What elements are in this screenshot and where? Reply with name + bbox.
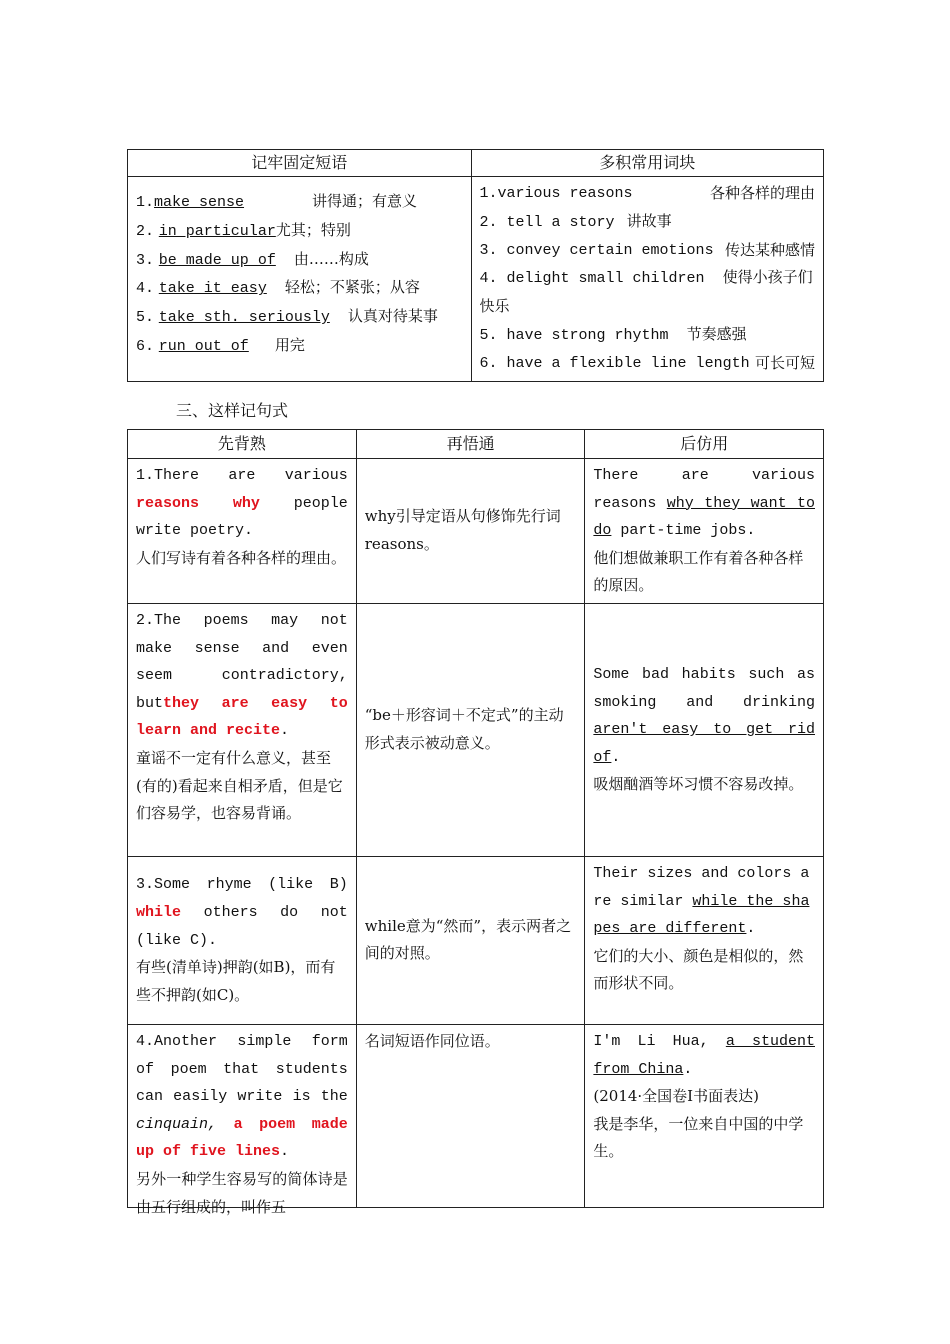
phrase-text: take it easy bbox=[158, 280, 267, 298]
grammar-note: why引导定语从句修饰先行词reasons。 bbox=[364, 507, 561, 553]
phrase-meaning: 尤其；特别 bbox=[275, 220, 351, 239]
phrase-meaning: 轻松；不紧张；从容 bbox=[284, 278, 420, 297]
chunk-item: 1.various reasons 各种各样的理由 bbox=[480, 180, 816, 208]
imitation-sentence: Some bad habits such as smoking and drinking aren't easy to get rid of. bbox=[593, 665, 815, 766]
imitation-cell bbox=[585, 1024, 824, 1207]
grammar-note-cell bbox=[356, 603, 585, 856]
phrase-item: 6. run out of 用完 bbox=[136, 335, 305, 355]
key-structure: reasons why bbox=[136, 494, 260, 512]
fixed-phrases-cell bbox=[128, 177, 472, 382]
exam-source: (2014·全国卷Ⅰ书面表达) bbox=[593, 1087, 759, 1106]
chunk-meaning: 可长可短 bbox=[754, 353, 815, 372]
table-row bbox=[128, 856, 824, 1024]
phrase-meaning: 由……构成 bbox=[293, 249, 369, 268]
example-sentence: 3.Some rhyme (like B) while others do not (like C). bbox=[136, 876, 348, 949]
chunk-meaning: 各种各样的理由 bbox=[709, 184, 815, 202]
phrase-item: 2. in particular尤其；特别 bbox=[136, 220, 351, 240]
sentence-cell bbox=[128, 856, 357, 1024]
imitation-answer: aren't easy to get rid of bbox=[593, 721, 815, 766]
imitation-answer: while the shapes are different bbox=[593, 892, 810, 938]
phrase-item: 4. take it easy 轻松；不紧张；从容 bbox=[136, 278, 420, 298]
phrase-meaning: 用完 bbox=[274, 335, 305, 354]
sentence-translation: 有些(清单诗)押韵(如B)，而有些不押韵(如C)。 bbox=[136, 958, 336, 1004]
chunk-header: 多积常用词块 bbox=[471, 150, 824, 177]
chunk-text: have a flexible line length bbox=[506, 354, 750, 372]
key-structure: while bbox=[136, 904, 182, 922]
phrase-meaning: 认真对待某事 bbox=[347, 307, 438, 326]
key-structure: they are easy to learn and recite bbox=[136, 694, 348, 740]
imitation-cell bbox=[585, 856, 824, 1024]
sentence-cell bbox=[128, 459, 357, 604]
sentence-table bbox=[127, 429, 824, 1216]
chunk-item: 2. tell a story 讲故事 bbox=[479, 211, 672, 231]
chunk-text: tell a story bbox=[506, 213, 615, 231]
phrase-item: 5. take sth. seriously 认真对待某事 bbox=[136, 307, 438, 327]
grammar-note: “be＋形容词＋不定式”的主动形式表示被动意义。 bbox=[364, 706, 564, 752]
grammar-note-cell bbox=[356, 1024, 585, 1207]
phrase-text: be made up of bbox=[158, 251, 276, 269]
imitation-sentence: I'm Li Hua, a student from China. bbox=[593, 1032, 815, 1078]
table-row bbox=[128, 459, 824, 604]
imitation-translation: 吸烟酗酒等坏习惯不容易改掉。 bbox=[593, 775, 804, 794]
example-sentence: 1.There are various reasons why people write poetry. bbox=[136, 467, 348, 540]
imitation-sentence: There are various reasons why they want to do part-time jobs. bbox=[593, 467, 815, 540]
chunk-item: 3. convey certain emotions 传达某种感情 bbox=[480, 237, 816, 265]
phrase-text: take sth. seriously bbox=[158, 309, 330, 327]
phrase-meaning: 讲得通；有意义 bbox=[312, 192, 418, 210]
chunk-text: delight small children bbox=[506, 270, 705, 288]
chunk-text: have strong rhythm bbox=[506, 326, 669, 344]
sentence-cell bbox=[128, 603, 357, 856]
chunk-item: 4. delight small children 使得小孩子们快乐 bbox=[479, 268, 813, 316]
chunk-meaning: 使得小孩子们快乐 bbox=[479, 268, 813, 316]
header-understand: 再悟通 bbox=[356, 430, 585, 459]
sentence-cell bbox=[128, 1024, 357, 1216]
imitation-cell bbox=[585, 603, 824, 856]
table-row bbox=[128, 1024, 824, 1207]
phrase-text: run out of bbox=[158, 337, 249, 355]
phrase-text: make sense bbox=[154, 194, 245, 211]
example-sentence: 2.The poems may not make sense and even seem contradictory, butthey are easy to learn and recite. bbox=[136, 611, 348, 740]
term-cinquain: cinquain, bbox=[136, 1115, 218, 1133]
grammar-note: 名词短语作同位语。 bbox=[364, 1031, 500, 1050]
sentence-translation: 童谣不一定有什么意义，甚至(有的)看起来自相矛盾，但是它们容易学，也容易背诵。 bbox=[136, 748, 343, 823]
header-memorize: 先背熟 bbox=[128, 430, 357, 459]
key-structure: a poem made up of five lines bbox=[136, 1115, 348, 1161]
phrase-item: 1.make sense 讲得通；有意义 bbox=[136, 192, 418, 211]
chunk-item: 6. have a flexible line length 可长可短 bbox=[480, 350, 816, 378]
chunk-meaning: 传达某种感情 bbox=[724, 240, 815, 259]
phrase-header: 记牢固定短语 bbox=[128, 150, 472, 177]
sentence-translation: 另外一种学生容易写的简体诗是由五行组成的，叫作五 bbox=[136, 1169, 348, 1216]
table-row bbox=[128, 603, 824, 856]
imitation-answer: a student from China bbox=[593, 1032, 815, 1078]
grammar-note: while意为“然而”，表示两者之间的对照。 bbox=[364, 916, 572, 963]
grammar-note-cell bbox=[356, 856, 585, 1024]
chunk-meaning: 节奏感强 bbox=[686, 324, 747, 343]
imitation-sentence: Their sizes and colors are similar while the shapes are different. bbox=[593, 864, 810, 938]
chunk-meaning: 讲故事 bbox=[626, 211, 672, 230]
chunk-text: convey certain emotions bbox=[506, 241, 714, 259]
imitation-translation: 他们想做兼职工作有着各种各样的原因。 bbox=[593, 548, 804, 595]
section-title: 三、这样记句式 bbox=[176, 401, 289, 420]
phrase-table bbox=[127, 149, 824, 382]
phrase-text: in particular bbox=[158, 222, 276, 240]
sentence-translation: 人们写诗有着各种各样的理由。 bbox=[136, 548, 347, 567]
grammar-note-cell bbox=[356, 459, 585, 604]
example-sentence: 4.Another simple form of poem that students can easily write is the cinquain, a poem made up of five lines. bbox=[136, 1032, 348, 1161]
header-imitate: 后仿用 bbox=[585, 430, 824, 459]
imitation-translation: 我是李华，一位来自中国的中学生。 bbox=[593, 1114, 804, 1161]
imitation-answer: why they want to do bbox=[593, 494, 815, 540]
word-chunks-cell bbox=[471, 177, 824, 382]
imitation-cell bbox=[585, 459, 824, 604]
chunk-text: various reasons bbox=[497, 185, 633, 202]
chunk-item: 5. have strong rhythm 节奏感强 bbox=[479, 324, 747, 344]
phrase-item: 3. be made up of 由……构成 bbox=[136, 249, 369, 269]
imitation-translation: 它们的大小、颜色是相似的，然而形状不同。 bbox=[593, 946, 804, 993]
